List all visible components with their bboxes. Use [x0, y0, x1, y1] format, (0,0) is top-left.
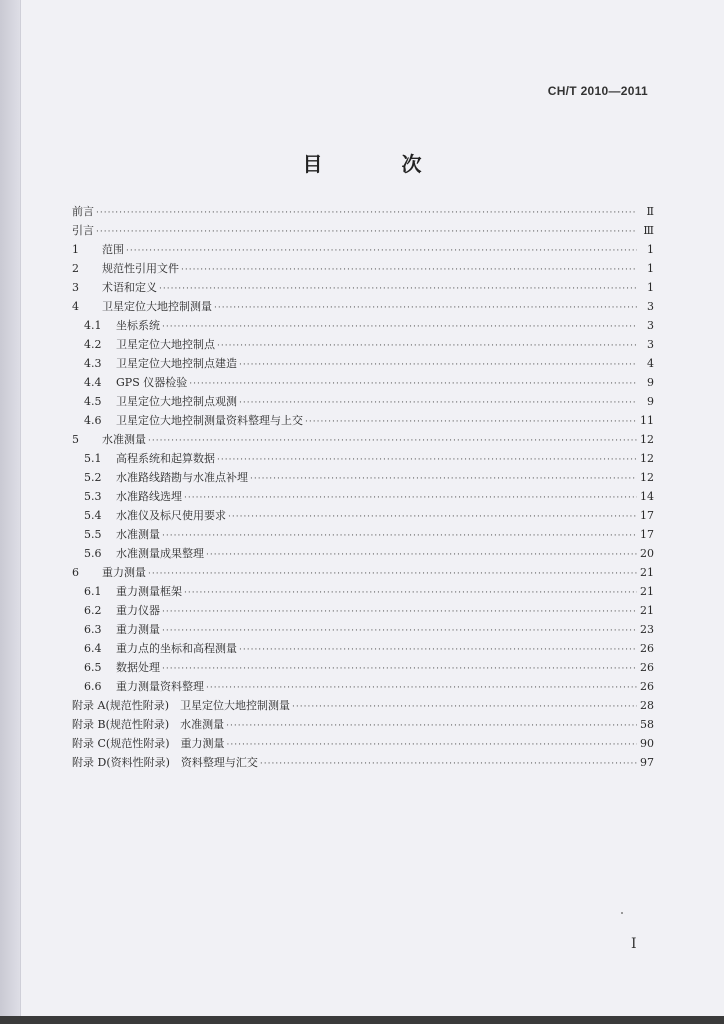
toc-entry-number: 4.1: [84, 319, 102, 332]
toc-entry-page: 12: [640, 433, 654, 446]
toc-entry: [72, 620, 654, 639]
toc-entry-label: [84, 411, 305, 430]
toc-entry: [72, 753, 654, 772]
scan-speck: [621, 912, 623, 914]
toc-leader-dots: [305, 413, 637, 432]
toc-entry-number: 6.5: [84, 661, 102, 674]
toc-entry-label: [72, 563, 148, 582]
toc-entry-title: 重力仪器: [116, 604, 160, 617]
toc-entry: [72, 392, 654, 411]
toc-entry-label: [84, 449, 217, 468]
toc-entry-label: [72, 240, 126, 259]
toc-entry-number: 5: [72, 433, 79, 446]
toc-entry-number: 6: [72, 566, 79, 579]
toc-entry-label: [72, 297, 214, 316]
toc-entry-page: 21: [640, 566, 654, 579]
toc-leader-dots: [228, 508, 637, 527]
toc-entry-page: 1: [647, 262, 654, 275]
toc-entry-number: 5.6: [84, 547, 102, 560]
toc-entry: [72, 715, 654, 734]
table-of-contents: [72, 202, 654, 772]
toc-entry-title: 附录 D(资料性附录) 资料整理与汇交: [72, 756, 258, 769]
standard-code: CH/T 2010—2011: [547, 84, 648, 98]
toc-entry: [72, 430, 654, 449]
toc-entry-label: [84, 506, 228, 525]
toc-entry-number: 6.4: [84, 642, 102, 655]
toc-entry-title: 卫星定位大地控制点: [116, 338, 215, 351]
toc-entry-number: 5.2: [84, 471, 102, 484]
toc-entry-title: 卫星定位大地控制点观测: [116, 395, 237, 408]
toc-entry-label: [72, 259, 181, 278]
toc-entry-title: 卫星定位大地控制测量资料整理与上交: [116, 414, 303, 427]
toc-entry: [72, 449, 654, 468]
toc-entry-title: 坐标系统: [116, 319, 160, 332]
toc-leader-dots: [162, 527, 637, 546]
toc-entry-number: 4.5: [84, 395, 102, 408]
toc-entry-label: [84, 335, 217, 354]
toc-entry: [72, 677, 654, 696]
toc-entry-title: 数据处理: [116, 661, 160, 674]
toc-entry-label: [72, 696, 292, 715]
page-folio: I: [631, 936, 637, 952]
toc-entry-page: 21: [640, 604, 654, 617]
toc-entry: [72, 563, 654, 582]
toc-entry-number: 6.3: [84, 623, 102, 636]
toc-entry-number: 5.4: [84, 509, 102, 522]
toc-entry-title: 重力测量: [102, 566, 146, 579]
toc-entry-page: 20: [640, 547, 654, 560]
toc-entry: [72, 297, 654, 316]
toc-entry-number: 4.3: [84, 357, 102, 370]
toc-entry-title: 卫星定位大地控制测量: [102, 300, 212, 313]
toc-entry-label: [84, 373, 189, 392]
toc-entry-title: GPS 仪器检验: [116, 376, 188, 389]
toc-entry-page: Ⅱ: [646, 205, 654, 218]
toc-entry-title: 高程系统和起算数据: [116, 452, 215, 465]
toc-entry-number: 5.1: [84, 452, 102, 465]
toc-entry-page: 12: [640, 452, 654, 465]
toc-entry-number: 6.2: [84, 604, 102, 617]
toc-leader-dots: [159, 280, 637, 299]
toc-entry-label: [84, 639, 239, 658]
toc-entry-label: [84, 677, 206, 696]
toc-leader-dots: [227, 736, 638, 755]
toc-entry-page: 1: [647, 281, 654, 294]
toc-leader-dots: [260, 755, 637, 774]
toc-entry-label: [72, 715, 226, 734]
toc-entry: [72, 221, 654, 240]
toc-entry-number: 2: [72, 262, 79, 275]
toc-leader-dots: [162, 603, 637, 622]
toc-entry-label: [72, 221, 96, 240]
toc-entry-number: 4.4: [84, 376, 102, 389]
toc-entry-label: [72, 202, 96, 221]
toc-leader-dots: [96, 204, 637, 223]
toc-entry-title: 水准路线选埋: [116, 490, 182, 503]
toc-entry: [72, 335, 654, 354]
toc-entry-page: 17: [640, 528, 654, 541]
toc-entry-page: 17: [640, 509, 654, 522]
toc-entry-page: 23: [640, 623, 654, 636]
toc-entry-label: [84, 658, 162, 677]
toc-entry-title: 附录 A(规范性附录) 卫星定位大地控制测量: [72, 699, 291, 712]
toc-leader-dots: [184, 584, 637, 603]
toc-entry: [72, 259, 654, 278]
toc-entry: [72, 468, 654, 487]
toc-leader-dots: [226, 717, 637, 736]
toc-entry-title: 范围: [102, 243, 124, 256]
toc-entry-title: 重力测量资料整理: [116, 680, 204, 693]
toc-entry: [72, 525, 654, 544]
toc-entry-number: 1: [72, 243, 79, 256]
toc-entry-label: [84, 468, 250, 487]
toc-entry-page: 3: [647, 300, 654, 313]
toc-entry: [72, 373, 654, 392]
toc-leader-dots: [148, 565, 637, 584]
toc-entry-label: [84, 354, 239, 373]
toc-entry-label: [84, 582, 184, 601]
toc-entry-title: 附录 C(规范性附录) 重力测量: [72, 737, 225, 750]
toc-entry-page: 26: [640, 680, 654, 693]
toc-entry: [72, 316, 654, 335]
toc-leader-dots: [148, 432, 637, 451]
toc-entry-label: [84, 316, 162, 335]
toc-entry-page: 90: [640, 737, 654, 750]
toc-entry-number: 4.6: [84, 414, 102, 427]
toc-entry-page: 11: [640, 414, 654, 427]
toc-entry-page: 28: [640, 699, 654, 712]
toc-entry-page: 1: [647, 243, 654, 256]
toc-entry-title: 水准测量成果整理: [116, 547, 204, 560]
toc-entry-title: 重力点的坐标和高程测量: [116, 642, 237, 655]
toc-entry-title: 重力测量: [116, 623, 160, 636]
toc-entry-page: 3: [647, 338, 654, 351]
toc-entry: [72, 544, 654, 563]
toc-entry: [72, 278, 654, 297]
toc-leader-dots: [217, 337, 637, 356]
toc-leader-dots: [184, 489, 637, 508]
toc-entry-page: 26: [640, 661, 654, 674]
toc-leader-dots: [214, 299, 637, 318]
toc-entry-label: [84, 525, 162, 544]
toc-entry-number: 6.6: [84, 680, 102, 693]
toc-entry-page: 21: [640, 585, 654, 598]
toc-entry-title: 水准仪及标尺使用要求: [116, 509, 226, 522]
toc-entry-label: [72, 734, 227, 753]
toc-leader-dots: [96, 223, 637, 242]
toc-entry-title: 卫星定位大地控制点建造: [116, 357, 237, 370]
toc-entry-label: [84, 487, 184, 506]
toc-entry-number: 5.5: [84, 528, 102, 541]
toc-entry-title: 前言: [72, 205, 94, 218]
toc-entry-page: 9: [647, 395, 654, 408]
toc-entry-page: 26: [640, 642, 654, 655]
toc-entry-page: 4: [647, 357, 654, 370]
toc-entry: [72, 354, 654, 373]
toc-entry-label: [84, 544, 206, 563]
toc-leader-dots: [126, 242, 637, 261]
toc-leader-dots: [239, 641, 637, 660]
toc-entry-label: [72, 278, 159, 297]
toc-entry-label: [72, 430, 148, 449]
toc-entry-number: 6.1: [84, 585, 102, 598]
toc-entry-page: 3: [647, 319, 654, 332]
toc-entry-label: [84, 601, 162, 620]
scan-bottom-edge: [0, 1016, 724, 1024]
toc-entry-title: 重力测量框架: [116, 585, 182, 598]
toc-entry: [72, 601, 654, 620]
toc-entry-number: 4.2: [84, 338, 102, 351]
toc-entry-title: 水准路线踏勘与水准点补埋: [116, 471, 248, 484]
page-title: 目 次: [302, 152, 458, 176]
toc-entry-number: 4: [72, 300, 79, 313]
toc-entry-title: 水准测量: [102, 433, 146, 446]
toc-leader-dots: [162, 660, 637, 679]
toc-entry-page: Ⅲ: [643, 224, 654, 237]
toc-entry: [72, 202, 654, 221]
toc-entry-label: [84, 620, 162, 639]
toc-entry-number: 5.3: [84, 490, 102, 503]
toc-entry: [72, 506, 654, 525]
toc-entry-page: 58: [640, 718, 654, 731]
toc-entry-label: [72, 753, 260, 772]
toc-entry-page: 12: [640, 471, 654, 484]
toc-leader-dots: [181, 261, 637, 280]
toc-leader-dots: [162, 318, 637, 337]
toc-entry-title: 附录 B(规范性附录) 水准测量: [72, 718, 225, 731]
toc-entry-title: 规范性引用文件: [102, 262, 179, 275]
toc-leader-dots: [189, 375, 637, 394]
toc-leader-dots: [206, 546, 637, 565]
toc-entry: [72, 658, 654, 677]
toc-entry-title: 水准测量: [116, 528, 160, 541]
toc-entry: [72, 240, 654, 259]
toc-entry-title: 术语和定义: [102, 281, 157, 294]
toc-entry: [72, 582, 654, 601]
toc-entry-label: [84, 392, 239, 411]
toc-entry-page: 97: [640, 756, 654, 769]
toc-leader-dots: [250, 470, 637, 489]
toc-entry-page: 9: [647, 376, 654, 389]
toc-entry: [72, 487, 654, 506]
toc-entry: [72, 734, 654, 753]
toc-leader-dots: [217, 451, 637, 470]
toc-entry: [72, 696, 654, 715]
toc-leader-dots: [292, 698, 637, 717]
toc-leader-dots: [239, 356, 637, 375]
toc-entry-title: 引言: [72, 224, 94, 237]
toc-entry: [72, 411, 654, 430]
toc-entry: [72, 639, 654, 658]
toc-entry-page: 14: [640, 490, 654, 503]
toc-entry-number: 3: [72, 281, 79, 294]
